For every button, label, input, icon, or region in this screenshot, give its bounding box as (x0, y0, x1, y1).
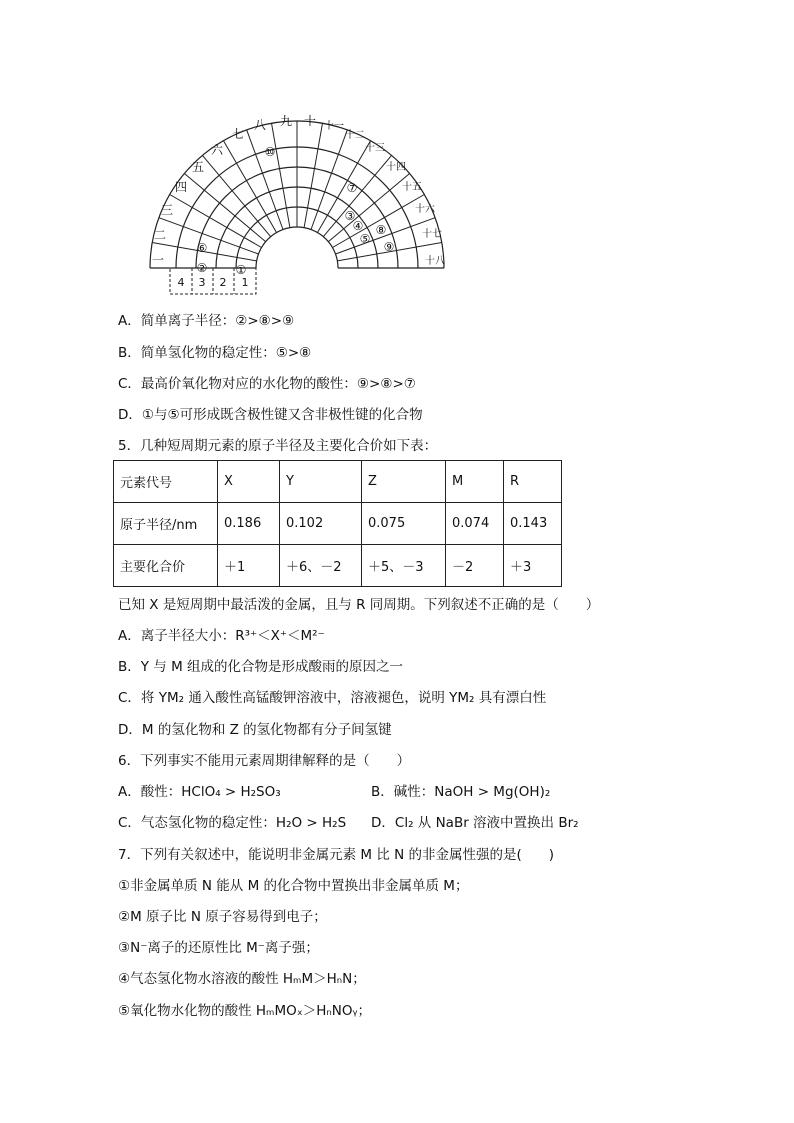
period-label: 四 (174, 180, 188, 194)
element-marker-10: ⑩ (264, 145, 276, 159)
q6-option-b: B．碱性：NaOH > Mg(OH)₂ (371, 784, 551, 800)
q4-option-c: C．最高价氧化物对应的水化物的酸性：⑨>⑧>⑦ (118, 376, 416, 392)
q5-option-c: C．将 YM₂ 通入酸性高锰酸钾溶液中，溶液褪色，说明 YM₂ 具有漂白性 (118, 690, 547, 706)
q5-option-b: B．Y 与 M 组成的化合物是形成酸雨的原因之一 (118, 659, 404, 675)
table-header-cell: Z (362, 461, 446, 503)
period-label: 一 (151, 253, 165, 267)
q7-item-4: ④气态氢化物水溶液的酸性 HₘM＞HₙN； (118, 971, 366, 987)
group-label: 十一 (324, 121, 344, 132)
table-header-cell: M (446, 461, 504, 503)
q6-option-d: D．Cl₂ 从 NaBr 溶液中置换出 Br₂ (371, 815, 579, 831)
table-cell: ＋3 (504, 545, 562, 587)
q4-option-b: B．简单氢化物的稳定性：⑤>⑧ (118, 345, 312, 361)
table-cell: 0.075 (362, 503, 446, 545)
table-row (114, 545, 562, 587)
element-marker-9: ⑨ (383, 240, 395, 254)
q6-option-c: C．气态氢化物的稳定性：H₂O > H₂S (118, 815, 347, 831)
table-header-cell: 元素代号 (114, 461, 218, 503)
group-label: 十四 (386, 162, 406, 173)
bottom-box-label: 4 (177, 276, 185, 289)
table-cell: ＋1 (218, 545, 280, 587)
q5-option-a: A．离子半径大小：R³⁺＜X⁺＜M²⁻ (118, 628, 325, 644)
q7-stem: 7．下列有关叙述中，能说明非金属元素 M 比 N 的非金属性强的是( ) (118, 847, 555, 863)
group-label: 十三 (365, 143, 385, 154)
table-header-cell: X (218, 461, 280, 503)
table-cell: －2 (446, 545, 504, 587)
periodic-table-diagram (140, 108, 455, 300)
table-cell: 0.143 (504, 503, 562, 545)
period-label: 六 (210, 143, 224, 157)
period-label: 三 (160, 203, 174, 217)
table-header-cell: Y (280, 461, 362, 503)
q5-stem: 5．几种短周期元素的原子半径及主要化合价如下表： (118, 438, 438, 454)
table-cell: 0.074 (446, 503, 504, 545)
element-marker-1: ① (235, 263, 247, 277)
group-label: 十七 (422, 229, 442, 240)
bottom-box-label: 1 (241, 276, 249, 289)
table-cell: 0.102 (280, 503, 362, 545)
grid-spoke (304, 123, 322, 227)
group-label: 十二 (345, 130, 365, 141)
bottom-box-label: 3 (198, 276, 206, 289)
q5-option-d: D．M 的氢化物和 Z 的氢化物都有分子间氢键 (118, 722, 392, 738)
period-label: 五 (191, 160, 205, 174)
grid-spoke (170, 195, 262, 248)
table-cell: 原子半径/nm (114, 503, 218, 545)
period-label: 七 (231, 127, 245, 141)
q6-option-a: A．酸性：HClO₄ > H₂SO₃ (118, 784, 281, 800)
element-marker-4: ④ (352, 219, 364, 233)
element-marker-7: ⑦ (346, 181, 358, 195)
q4-option-a: A．简单离子半径：②>⑧>⑨ (118, 313, 295, 329)
period-label: 二 (153, 228, 167, 242)
element-marker-6: ⑥ (196, 241, 208, 255)
bottom-box-label: 2 (219, 276, 227, 289)
q5-statement: 已知 X 是短周期中最活泼的金属，且与 R 同周期。下列叙述不正确的是（ ） (118, 597, 600, 613)
element-marker-3: ③ (344, 209, 356, 223)
table-cell: ＋6、－2 (280, 545, 362, 587)
q4-option-d: D．①与⑤可形成既含极性键又含非极性键的化合物 (118, 407, 423, 423)
group-label: 八 (253, 118, 267, 132)
q7-item-2: ②M 原子比 N 原子容易得到电子； (118, 909, 327, 925)
q7-item-1: ①非金属单质 N 能从 M 的化合物中置换出非金属单质 M； (118, 878, 469, 894)
q7-item-3: ③N⁻离子的还原性比 M⁻离子强； (118, 940, 319, 956)
table-header-cell: R (504, 461, 562, 503)
q6-stem: 6．下列事实不能用元素周期律解释的是（ ） (118, 753, 411, 769)
element-marker-5: ⑤ (359, 232, 371, 246)
element-marker-8: ⑧ (375, 223, 387, 237)
group-label: 十 (303, 114, 317, 128)
group-label: 十六 (415, 204, 435, 215)
table-cell: ＋5、－3 (362, 545, 446, 587)
group-label: 十五 (402, 182, 422, 193)
element-data-table (113, 460, 562, 587)
group-label: 九 (279, 114, 293, 128)
table-row (114, 461, 562, 503)
q7-item-5: ⑤氧化物水化物的酸性 HₘMOₓ＞HₙNOᵧ； (118, 1003, 372, 1019)
table-cell: 主要化合价 (114, 545, 218, 587)
table-row (114, 503, 562, 545)
table-cell: 0.186 (218, 503, 280, 545)
grid-spoke (272, 123, 290, 227)
group-label: 十八 (425, 256, 445, 267)
element-marker-2: ② (196, 261, 208, 275)
